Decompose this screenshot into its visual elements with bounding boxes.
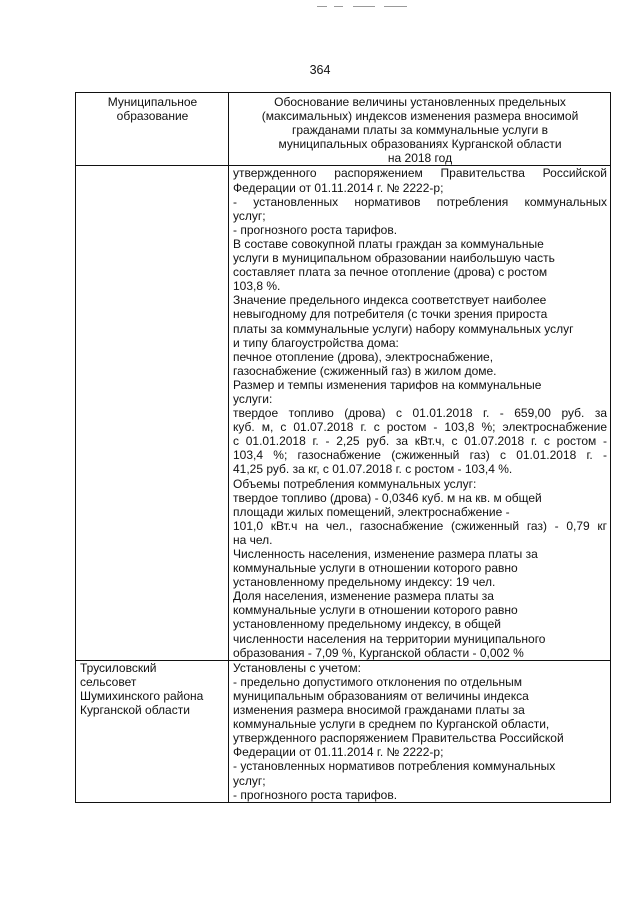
text-line: численности населения на территории муниципального xyxy=(233,631,546,646)
municipality-name-line: Шумихинского района xyxy=(80,688,204,703)
text-line: муниципальным образованиям от величины индекса xyxy=(233,688,529,703)
header-municipality xyxy=(76,93,229,166)
text-line: - предельно допустимого отклонения по отдельным xyxy=(233,674,522,689)
text-line: Численность населения, изменение размера платы за xyxy=(233,547,538,561)
municipality-name-line: сельсовет xyxy=(80,674,137,689)
header-justification xyxy=(229,93,611,166)
header-line: Обоснование величины установленных предельных xyxy=(274,95,566,109)
text-line: куб. м, с 01.07.2018 г. с ростом - 103,8 %; электроснабжение xyxy=(233,420,607,435)
text-line: на чел. xyxy=(233,532,273,547)
text-line: коммунальные услуги в отношении которого равно xyxy=(233,561,518,576)
text-line: изменения размера вносимой гражданами платы за xyxy=(233,703,525,718)
text-line: 101,0 кВт.ч на чел., газоснабжение (сжиженный газ) - 0,79 кг xyxy=(233,518,607,533)
table-header-row xyxy=(76,93,611,166)
text-line: Установлены с учетом: xyxy=(233,660,361,675)
municipality-cell xyxy=(76,660,229,802)
text-line: твердое топливо (дрова) с 01.01.2018 г. - 659,00 руб. за xyxy=(233,406,607,421)
text-line: услуги в муниципальном образовании наибольшую часть xyxy=(233,251,555,266)
scan-mark xyxy=(384,6,407,7)
header-line: Муниципальное xyxy=(107,95,198,109)
scan-mark xyxy=(334,6,343,7)
text-line: - прогнозного роста тарифов. xyxy=(233,787,398,802)
municipality-name-line: Курганской области xyxy=(80,703,190,718)
text-line: Размер и темпы изменения тарифов на коммунальные xyxy=(233,377,542,392)
text-line: услуг; xyxy=(233,208,266,223)
text-line: Доля населения, изменение размера платы за xyxy=(233,589,494,604)
text-line: газоснабжение (сжиженный газ) в жилом доме. xyxy=(233,363,497,378)
text-line: В составе совокупной платы граждан за коммунальные xyxy=(233,236,544,251)
header-line: образование xyxy=(116,109,189,124)
scan-mark xyxy=(317,6,327,7)
text-line: услуг; xyxy=(233,773,266,788)
municipality-name-line: Трусиловский xyxy=(80,660,157,675)
text-line: коммунальные услуги в отношении которого равно xyxy=(233,603,518,618)
text-line: Значение предельного индекса соответствует наиболее xyxy=(233,293,547,308)
text-line: Федерации от 01.11.2014 г. № 2222-р; xyxy=(233,180,444,195)
text-line: - установленных нормативов потребления коммунальных xyxy=(233,194,607,209)
text-line: - установленных нормативов потребления коммунальных xyxy=(233,759,556,774)
text-line: установленному предельному индексу: 19 чел. xyxy=(233,575,496,590)
text-line: площади жилых помещений, электроснабжение - xyxy=(233,504,510,519)
text-line: Федерации от 01.11.2014 г. № 2222-р; xyxy=(233,745,444,760)
text-line: образования - 7,09 %, Курганской области - 0,002 % xyxy=(233,645,524,660)
header-line: муниципальных образованиях Курганской области xyxy=(278,137,562,152)
text-line: - прогнозного роста тарифов. xyxy=(233,222,398,237)
text-line: утвержденного распоряжением Правительства Российской xyxy=(233,166,607,181)
justification-cell xyxy=(229,166,611,660)
municipality-cell xyxy=(76,166,229,660)
text-line: коммунальные услуги в среднем по Курганской области, xyxy=(233,717,550,732)
text-line: невыгодному для потребителя (с точки зрения прироста xyxy=(233,307,548,322)
page-number: 364 xyxy=(309,63,331,77)
text-line: услуги: xyxy=(233,391,273,406)
scan-mark xyxy=(353,6,375,7)
header-line: (максимальных) индексов изменения размера вносимой xyxy=(261,109,579,124)
text-line: установленному предельному индексу, в общей xyxy=(233,617,501,632)
table-row xyxy=(76,166,611,660)
text-line: с 01.01.2018 г. - 2,25 руб. за кВт.ч, с 01.07.2018 г. с ростом - xyxy=(233,434,607,449)
text-line: 41,25 руб. за кг, с 01.07.2018 г. с ростом - 103,4 %. xyxy=(233,462,513,477)
text-line: 103,4 %; газоснабжение (сжиженный газ) с 01.01.2018 г. - xyxy=(233,448,607,463)
text-line: печное отопление (дрова), электроснабжение, xyxy=(233,349,494,364)
text-line: и типу благоустройства дома: xyxy=(233,335,399,350)
header-line: гражданами платы за коммунальные услуги в xyxy=(291,123,549,138)
table-row xyxy=(76,660,611,802)
text-line: платы за коммунальные услуги) набору коммунальных услуг xyxy=(233,321,574,336)
text-line: 103,8 %. xyxy=(233,279,281,294)
tariff-index-table xyxy=(75,92,611,803)
header-line: на 2018 год xyxy=(387,151,453,166)
text-line: составляет плата за печное отопление (дрова) с ростом xyxy=(233,265,548,280)
text-line: утвержденного распоряжением Правительства Российской xyxy=(233,731,564,746)
text-line: твердое топливо (дрова) - 0,0346 куб. м на кв. м общей xyxy=(233,490,542,505)
text-line: Объемы потребления коммунальных услуг: xyxy=(233,476,477,491)
justification-cell xyxy=(229,660,611,802)
